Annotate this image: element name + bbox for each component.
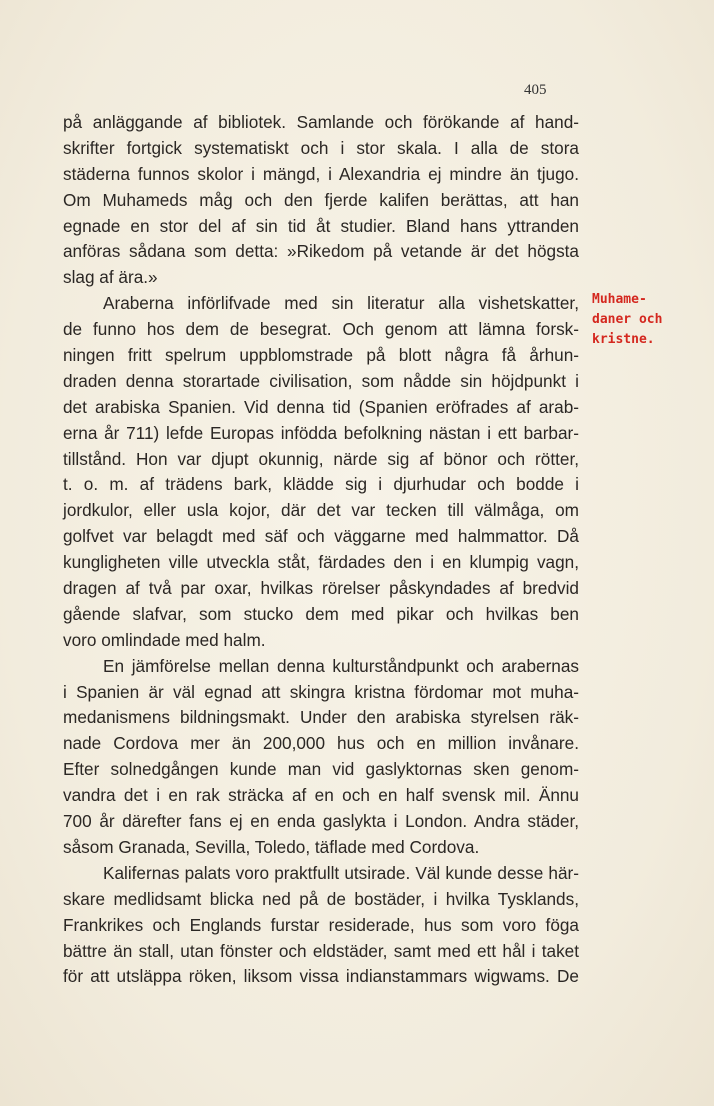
text-line: såsom Granada, Sevilla, Toledo, täflade med Cordova. [63, 836, 480, 857]
text-line: Efter solnedgången kunde man vid gaslyktornas sken genom- [63, 759, 579, 780]
text-line: kungligheten ville utveckla ståt, färdades den i en klumpig vagn, [63, 552, 579, 573]
margin-note [592, 290, 662, 350]
text-line: Frankrikes och Englands furstar residerade, hus som voro föga [63, 914, 579, 935]
text-line: voro omlindade med halm. [63, 629, 266, 650]
text-line: vandra det i en rak sträcka af en och en half svensk mil. Ännu [63, 785, 579, 806]
text-line: för att utsläppa röken, liksom vissa indianstammars wigwams. De [63, 966, 579, 987]
page-number: 405 [524, 82, 547, 98]
text-line: de funno hos dem de besegrat. Och genom att lämna forsk- [63, 319, 579, 340]
margin-note-line: daner och [592, 312, 663, 327]
text-line: tillstånd. Hon var djupt okunnig, närde sig af bönor och rötter, [63, 448, 579, 469]
body-text [63, 110, 579, 990]
text-line: draden denna storartade civilisation, som nådde sin höjdpunkt i [63, 370, 579, 391]
text-line: medanismens bildningsmakt. Under den arabiska styrelsen räk- [63, 707, 579, 728]
text-line: det arabiska Spanien. Vid denna tid (Spanien eröfrades af arab- [63, 396, 579, 417]
text-line: Kalifernas palats voro praktfullt utsirade. Väl kunde desse här- [103, 862, 579, 883]
margin-note-line: kristne. [592, 332, 655, 347]
text-line: på anläggande af bibliotek. Samlande och förökande af hand- [63, 112, 579, 132]
text-line: 700 år därefter fans ej en enda gaslykta i London. Andra städer, [63, 811, 579, 832]
text-line: slag af ära.» [63, 267, 158, 288]
text-line: En jämförelse mellan denna kulturståndpunkt och arabernas [103, 655, 579, 676]
text-line: Araberna införlifvade med sin literatur alla vishetskatter, [103, 293, 579, 314]
text-line: golfvet var belagdt med säf och väggarne med halmmattor. Då [63, 526, 579, 547]
text-line: städerna funnos skolor i mängd, i Alexandria ej mindre än tjugo. [63, 163, 579, 184]
text-line: dragen af två par oxar, hvilkas rörelser påskyndades af bredvid [63, 578, 579, 599]
text-line: Om Muhameds måg och den fjerde kalifen berättas, att han [63, 189, 579, 210]
text-line: anföras sådana som detta: »Rikedom på vetande är det högsta [63, 241, 579, 262]
text-line: ningen fritt spelrum uppblomstrade på blott några få århun- [63, 345, 579, 366]
text-line: gående slafvar, som stucko dem med pikar och hvilkas ben [63, 603, 579, 624]
text-line: nade Cordova mer än 200,000 hus och en million invånare. [63, 733, 579, 754]
text-line: bättre än stall, utan fönster och eldstäder, samt med ett hål i taket [63, 940, 579, 961]
text-line: t. o. m. af trädens bark, klädde sig i djurhudar och bodde i [63, 474, 579, 495]
text-line: skrifter fortgick systematiskt och i stor skala. I alla de stora [63, 137, 579, 158]
margin-note-line: Muhame- [592, 292, 647, 307]
text-line: i Spanien är väl egnad att skingra kristna fördomar mot muha- [63, 681, 579, 702]
text-line: jordkulor, eller usla kojor, där det var tecken till välmåga, om [63, 500, 579, 521]
text-line: erna år 711) lefde Europas infödda befolkning nästan i ett barbar- [63, 422, 579, 443]
text-line: egnade en stor del af sin tid åt studier. Bland hans yttranden [63, 215, 579, 236]
text-line: skare medlidsamt blicka ned på de bostäder, i hvilka Tysklands, [63, 888, 579, 909]
